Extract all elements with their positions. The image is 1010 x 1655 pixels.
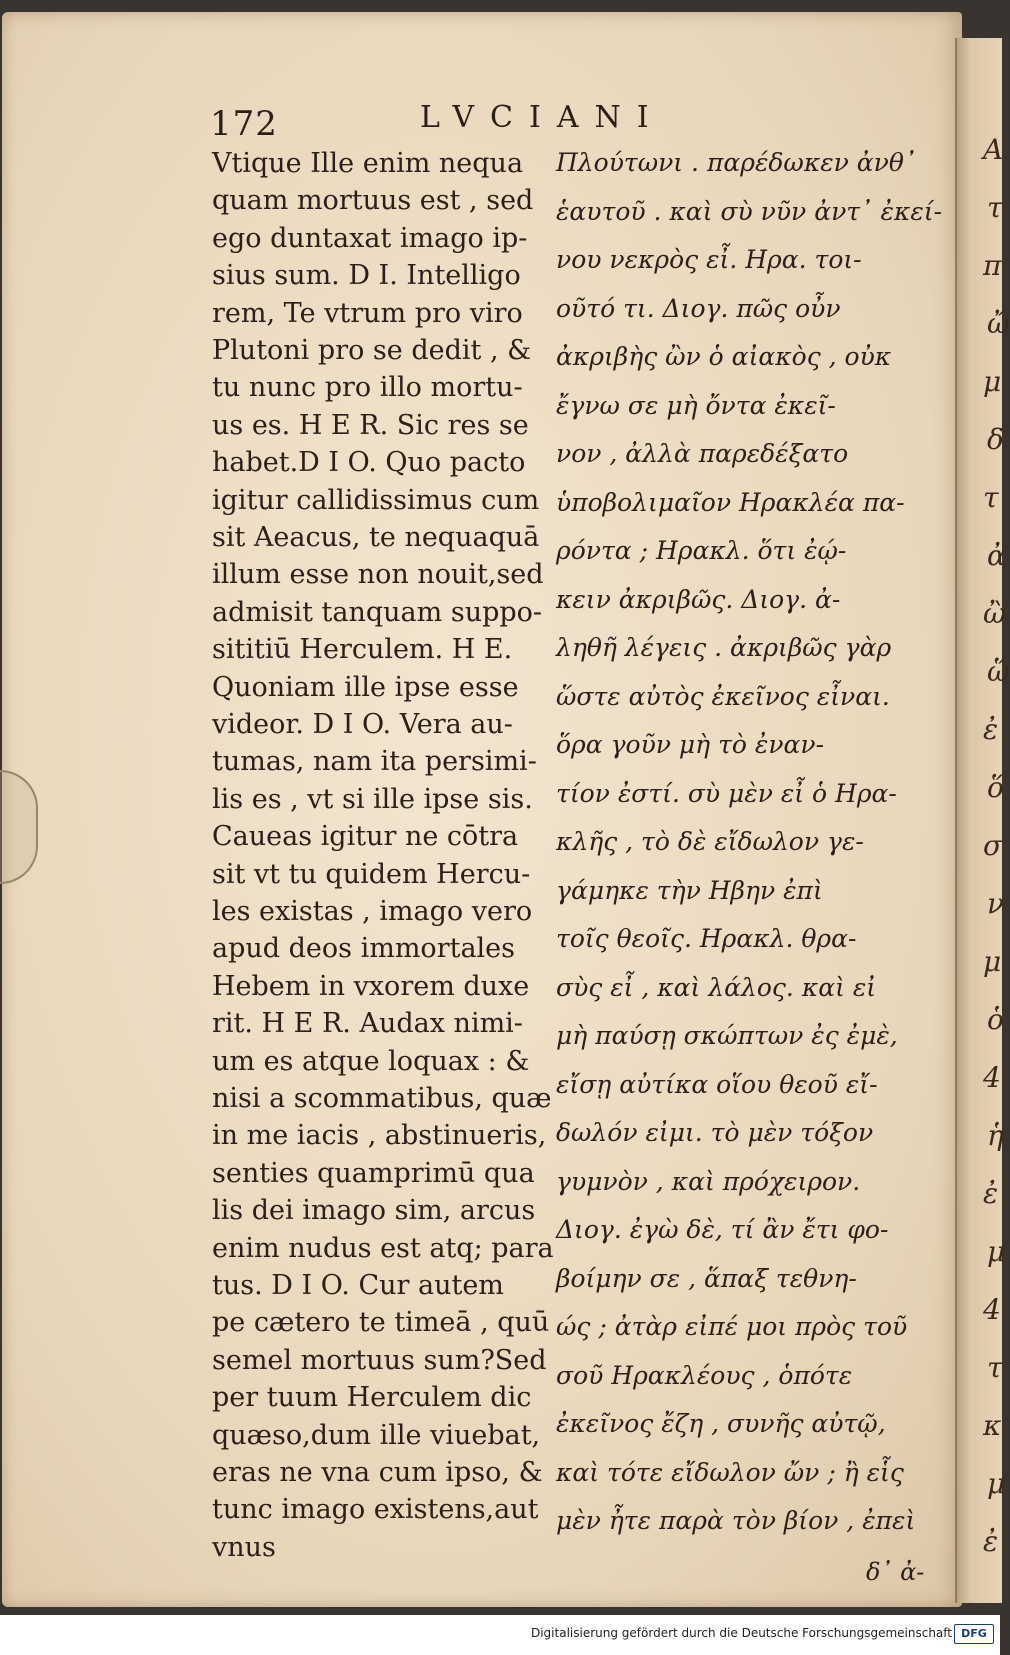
latin-line: nisi a scommatibus, quæ [212, 1083, 552, 1114]
latin-line: Plutoni pro se dedit , & [212, 335, 532, 366]
greek-line: μὲν ἦτε παρὰ τὸν βίον , ἐπεὶ [556, 1506, 916, 1535]
greek-line: γάμηκε τὴν Ηβην ἐπὶ [556, 875, 823, 905]
latin-line: us es. H E R. Sic res se [212, 409, 529, 441]
latin-line: pe cætero te timeā , quū [212, 1307, 550, 1339]
latin-line: Caueas igitur ne cōtra [212, 821, 519, 853]
adjacent-page-glyph: τ [987, 191, 1003, 224]
adjacent-page-glyph: σ [983, 829, 1003, 862]
adjacent-page-edge [955, 38, 1010, 1603]
latin-line: tus. D I O. Cur autem [212, 1270, 504, 1301]
adjacent-page-glyph: μ [987, 1467, 1006, 1500]
greek-line: ἐκεῖνος ἔζη , συνῆς αὐτῷ, [556, 1409, 886, 1438]
adjacent-page-glyph: μ [983, 945, 1002, 978]
latin-line: lis dei imago sim, arcus [212, 1195, 536, 1227]
greek-line: ληθῆ λέγεις . ἀκριβῶς γὰρ [556, 633, 892, 662]
adjacent-page-glyph: π [983, 249, 1002, 282]
greek-line: εἴσῃ αὐτίκα οἵου θεοῦ εἴ- [556, 1069, 878, 1099]
latin-line: rit. H E R. Audax nimi- [212, 1008, 523, 1040]
latin-line: les existas , imago vero [212, 896, 533, 927]
greek-line: κειν ἀκριβῶς. Διογ. ἀ- [556, 584, 841, 614]
adjacent-page-glyph: ν [987, 887, 1005, 920]
greek-line: Πλούτωνι . παρέδωκεν ἀνθ᾽ [556, 148, 917, 177]
adjacent-page-glyph: ἀ [987, 539, 1006, 572]
latin-line: in me iacis , abstinueris, [212, 1120, 547, 1152]
latin-line: eras ne vna cum ipso, & [212, 1457, 543, 1488]
greek-line: τίον ἐστί. σὺ μὲν εἶ ὁ Ηρα- [556, 778, 897, 808]
greek-line: γυμνὸν , καὶ πρόχειρον. [556, 1166, 861, 1196]
footer-credit: Digitalisierung gefördert durch die Deutsche Forschungsgemeinschaft [530, 1626, 952, 1640]
adjacent-page-glyph: ἐ [983, 1177, 999, 1210]
adjacent-page-glyph: ὥ [987, 655, 1010, 688]
greek-line: κλῆς , τὸ δὲ εἴδωλον γε- [556, 827, 864, 856]
adjacent-page-glyph: μ [983, 365, 1002, 398]
adjacent-page-glyph: ἐ [983, 713, 999, 746]
adjacent-page-glyph: ὤ [987, 307, 1010, 340]
latin-line: semel mortuus sum?Sed [212, 1344, 547, 1376]
greek-line: μὴ παύσῃ σκώπτων ἐς ἐμὲ, [556, 1021, 898, 1050]
latin-line: admisit tanquam suppo- [212, 596, 543, 628]
latin-line: apud deos immortales [212, 933, 516, 965]
greek-line: νου νεκρὸς εἶ. Ηρα. τοι- [556, 245, 862, 274]
greek-line: ἀκριβὴς ὢν ὁ αἰακὸς , οὐκ [556, 342, 892, 371]
greek-line: ὅρα γοῦν μὴ τὸ ἐναν- [556, 730, 825, 759]
latin-line: ego duntaxat imago ip- [212, 222, 528, 254]
greek-line: ὥστε αὐτὸς ἐκεῖνος εἶναι. [556, 681, 890, 711]
adjacent-page-glyph: μ [987, 1235, 1006, 1268]
adjacent-page-glyph: κ [983, 1409, 1002, 1442]
latin-line: per tuum Herculem dic [212, 1382, 532, 1414]
greek-line: σοῦ Ηρακλέους , ὁπότε [556, 1360, 853, 1390]
latin-line: habet.D I O. Quo pacto [212, 447, 526, 479]
latin-line: sititiū Herculem. H E. [212, 634, 513, 666]
greek-catchword: δ᾽ ἀ- [866, 1558, 925, 1586]
latin-line: sius sum. D I. Intelligo [212, 260, 521, 292]
adjacent-page-glyph: ἐ [983, 1525, 999, 1558]
page-number: 172 [210, 104, 278, 144]
adjacent-page-glyph: ὁ [987, 1003, 1004, 1036]
adjacent-page-glyph: Α [983, 133, 1004, 166]
greek-line: τοῖς θεοῖς. Ηρακλ. θρα- [556, 924, 857, 953]
running-title: LVCIANI [420, 100, 665, 135]
latin-line: quam mortuus est , sed [212, 185, 534, 217]
adjacent-page-glyph: ἡ [987, 1119, 1004, 1152]
latin-line: tu nunc pro illo mortu- [212, 372, 523, 404]
latin-line: sit Aeacus, te nequaquā [212, 522, 540, 553]
greek-line: ώς ; ἀτὰρ εἰπέ μοι πρὸς τοῦ [556, 1312, 908, 1341]
adjacent-page-glyph: τ [987, 1351, 1003, 1384]
dfg-logo: DFG [954, 1624, 994, 1644]
latin-line: Quoniam ille ipse esse [212, 671, 519, 703]
latin-line: rem, Te vtrum pro viro [212, 297, 523, 329]
adjacent-page-glyph: 4 [983, 1061, 1001, 1094]
latin-line: illum esse non nouit,sed [212, 559, 544, 591]
greek-line: ὑποβολιμαῖον Ηρακλέα πα- [556, 487, 905, 517]
digitization-footer [0, 1615, 1000, 1655]
greek-line: ρόντα ; Ηρακλ. ὅτι ἐῴ- [556, 536, 847, 565]
greek-line: οῦτό τι. Διογ. πῶς οὖν [556, 293, 841, 323]
adjacent-page-glyph: τ [983, 481, 999, 514]
latin-line: senties quamprimū qua [212, 1157, 535, 1189]
adjacent-page-glyph: ὢ [983, 597, 1006, 630]
greek-line: ἔγνω σε μὴ ὄντα ἐκεῖ- [556, 390, 836, 420]
greek-line: νον , ἀλλὰ παρεδέξατο [556, 439, 849, 468]
latin-line: Vtique Ille enim nequa [212, 148, 524, 179]
adjacent-page-glyph: 4 [983, 1293, 1001, 1326]
latin-line: um es atque loquax : & [212, 1045, 530, 1077]
latin-line: lis es , vt si ille ipse sis. [212, 783, 533, 815]
latin-line: tumas, nam ita persimi- [212, 746, 537, 778]
greek-line: Διογ. ἐγὼ δὲ, τί ἂν ἔτι φο- [556, 1215, 889, 1244]
latin-line: igitur callidissimus cum [212, 484, 540, 516]
latin-line: quæso,dum ille viuebat, [212, 1419, 541, 1451]
latin-line: enim nudus est atq; para [212, 1232, 554, 1264]
greek-line: καὶ τότε εἴδωλον ὤν ; ἢ εἷς [556, 1457, 904, 1487]
adjacent-page-glyph: δ [987, 423, 1004, 456]
greek-line: δωλόν εἰμι. τὸ μὲν τόξον [556, 1118, 874, 1147]
greek-line: σὺς εἶ , καὶ λάλος. καὶ εἰ [556, 972, 877, 1002]
greek-line: ἑαυτοῦ . καὶ σὺ νῦν ἀντ᾽ ἐκεί- [556, 196, 943, 226]
latin-line: Hebem in vxorem duxe [212, 970, 530, 1002]
latin-line: videor. D I O. Vera au- [212, 709, 513, 740]
adjacent-page-glyph: ὅ [987, 771, 1004, 804]
latin-line: sit vt tu quidem Hercu- [212, 858, 531, 890]
latin-line: vnus [212, 1531, 276, 1563]
greek-line: βοίμην σε , ἅπαξ τεθνη- [556, 1263, 857, 1293]
latin-line: tunc imago existens,aut [212, 1494, 539, 1526]
